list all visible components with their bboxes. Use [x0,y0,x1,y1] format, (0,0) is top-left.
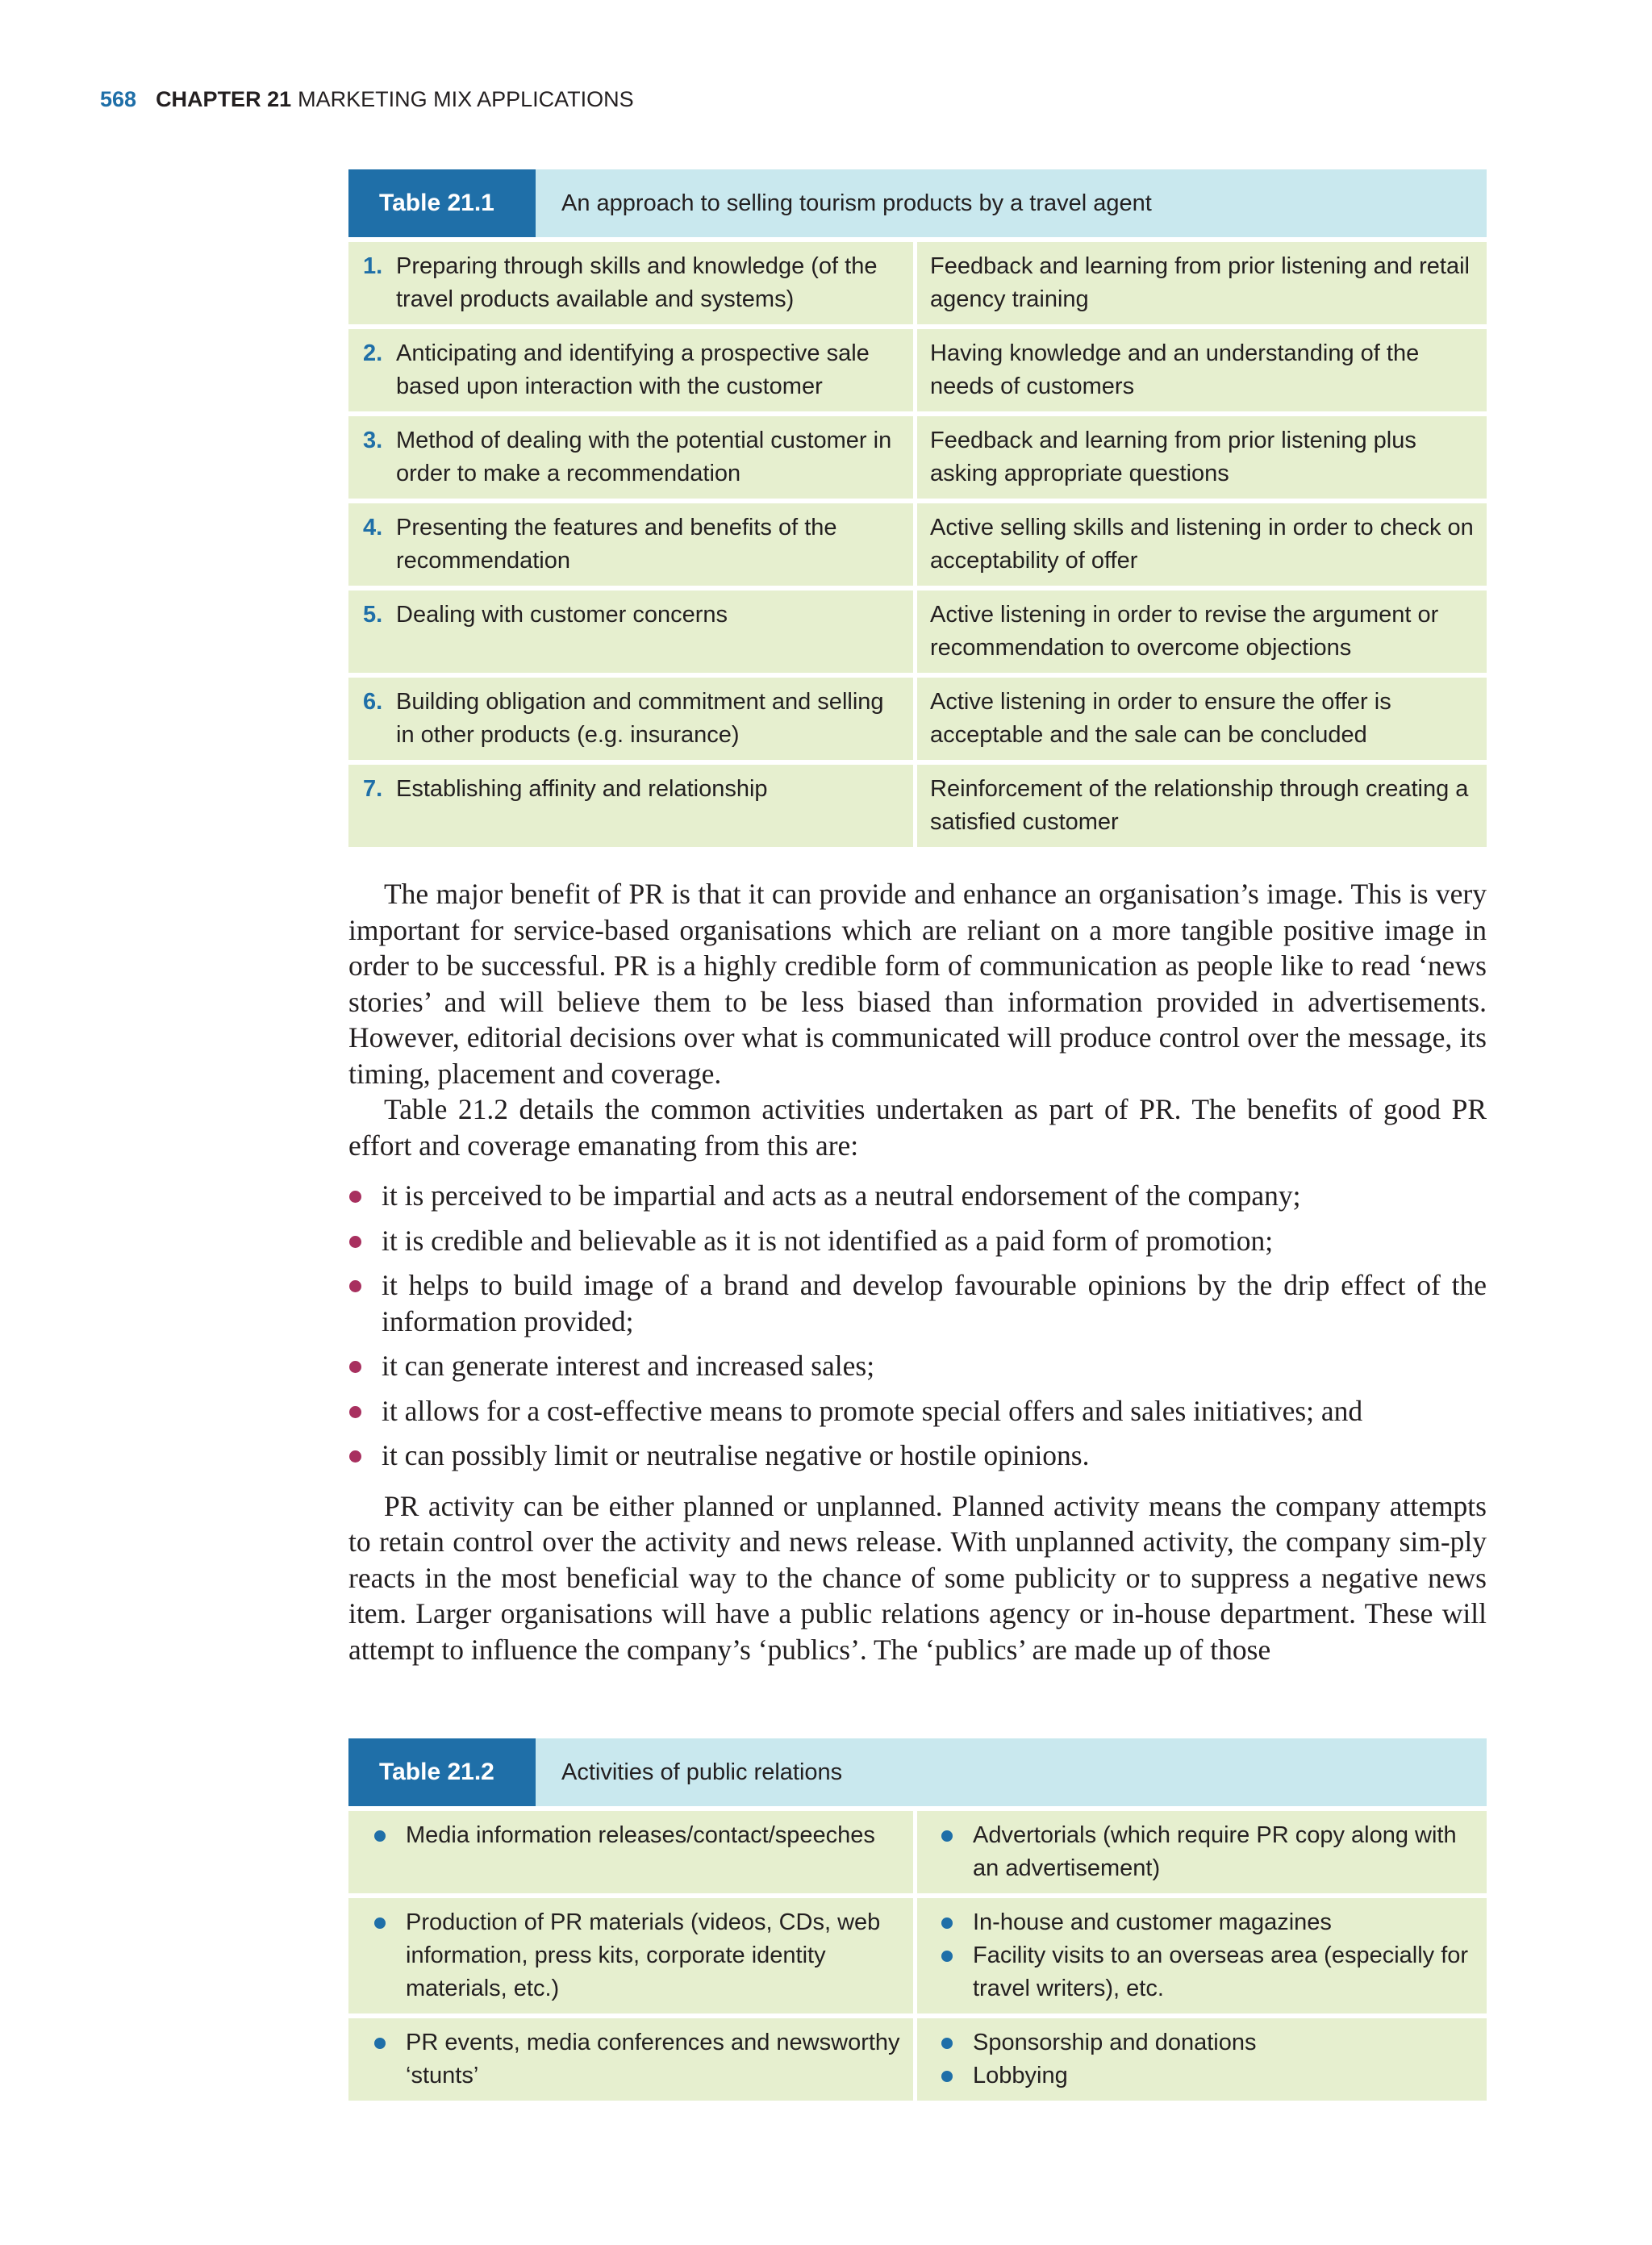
bullet-icon [349,1280,361,1292]
list-item-text: it helps to build image of a brand and develop favourable opinions by the drip effect of the information provided; [382,1269,1487,1337]
list-item [348,1178,1487,1214]
step-number: 2. [363,340,383,366]
table-cell [917,2018,1487,2101]
table-cell: Active selling skills and listening in order to check on acceptability of offer [917,503,1487,586]
table-cell [917,1811,1487,1893]
chapter-label: CHAPTER 21 [156,87,292,111]
list-item-text: it allows for a cost-effective means to promote special offers and sales initiatives; and [382,1394,1363,1427]
table-label: Table 21.1 [348,169,536,237]
table-21-1 [348,169,1487,847]
step-number: 6. [363,689,383,715]
bullet-icon [941,1917,953,1929]
table-caption: An approach to selling tourism products by a travel agent [536,169,1487,237]
table-row [348,503,1487,586]
step-description: Dealing with customer concerns [396,602,728,628]
table-cell [348,765,913,847]
bullet-icon [349,1406,361,1418]
table-row [348,242,1487,324]
step-number: 5. [363,602,383,628]
bullet-icon [374,1830,386,1842]
bullet-icon [349,1450,361,1463]
list-item-text: In-house and customer magazines [973,1909,1332,1935]
table-cell [348,329,913,411]
body-text [348,876,1487,1667]
table-cell [917,1898,1487,2013]
table-row [348,329,1487,411]
table-row [348,765,1487,847]
list-item-text: it can possibly limit or neutralise negative or hostile opinions. [382,1439,1090,1471]
table-row [348,678,1487,760]
table-header [348,1738,1487,1806]
list-item-text: Media information releases/contact/speeches [406,1822,875,1848]
table-cell [348,1898,913,2013]
list-item [930,1906,1477,1939]
table-row [348,2018,1487,2101]
step-description: Method of dealing with the potential customer in order to make a recommendation [396,428,892,486]
table-header [348,169,1487,237]
step-description: Presenting the features and benefits of the recommendation [396,515,837,574]
bullet-icon [941,1830,953,1842]
table-cell: Active listening in order to revise the argument or recommendation to overcome objections [917,590,1487,673]
table-cell: Reinforcement of the relationship through creating a satisfied customer [917,765,1487,847]
table-cell [348,678,913,760]
step-description: Building obligation and commitment and selling in other products (e.g. insurance) [396,689,884,748]
running-head [100,87,634,112]
bullet-icon [941,2071,953,2082]
table-cell [348,1811,913,1893]
list-item [348,1438,1487,1474]
bullet-icon [349,1361,361,1373]
list-item [930,1939,1477,2005]
table-row [348,1811,1487,1893]
table-row [348,590,1487,673]
step-number: 7. [363,776,383,802]
list-item-text: Production of PR materials (videos, CDs, web information, press kits, corporate identity materials, etc.) [406,1909,881,2001]
bullet-icon [374,1917,386,1929]
list-item-text: Facility visits to an overseas area (especially for travel writers), etc. [973,1942,1469,2001]
paragraph: Table 21.2 details the common activities undertaken as part of PR. The benefits of good PR effort and coverage emanating from this are: [348,1093,1487,1162]
step-number: 4. [363,515,383,540]
chapter-title: MARKETING MIX APPLICATIONS [298,87,634,111]
table-cell [348,242,913,324]
table-cell [348,2018,913,2101]
list-item-text: PR events, media conferences and newsworthy ‘stunts’ [406,2030,900,2089]
table-cell: Feedback and learning from prior listening and retail agency training [917,242,1487,324]
list-item-text: Sponsorship and donations [973,2030,1257,2055]
list-item-text: it is perceived to be impartial and acts as a neutral endorsement of the company; [382,1179,1301,1212]
table-body [348,1811,1487,2101]
table-cell: Feedback and learning from prior listening plus asking appropriate questions [917,416,1487,499]
list-item-text: Advertorials (which require PR copy along with an advertisement) [973,1822,1457,1881]
list-item [348,1348,1487,1384]
bullet-icon [941,2038,953,2049]
table-cell: Active listening in order to ensure the offer is acceptable and the sale can be concluded [917,678,1487,760]
list-item [930,2059,1477,2093]
table-cell [348,416,913,499]
bullet-icon [374,2038,386,2049]
table-21-2 [348,1738,1487,2101]
paragraph: PR activity can be either planned or unplanned. Planned activity means the company attempts to retain control over the activity and news release. With unplanned activity, the company sim-ply reacts in the most beneficial way to the chance of some publicity or to suppress a negative news item. Larger organisations will have a public relations agency or in-house department. These will attempt to influence the company’s ‘publics’. The ‘publics’ are made up of those [348,1489,1487,1666]
step-number: 3. [363,428,383,453]
list-item [363,1819,903,1852]
page-number: 568 [100,87,137,111]
list-item [363,2026,903,2093]
table-row [348,1898,1487,2013]
list-item [363,1906,903,2005]
list-item [348,1393,1487,1429]
table-cell [348,503,913,586]
table-label: Table 21.2 [348,1738,536,1806]
table-cell [348,590,913,673]
list-item [348,1223,1487,1259]
list-item-text: Lobbying [973,2063,1068,2089]
list-item [930,2026,1477,2059]
step-description: Preparing through skills and knowledge (of the travel products available and systems) [396,253,878,312]
benefits-list [348,1178,1487,1474]
table-body [348,242,1487,847]
list-item-text: it is credible and believable as it is not identified as a paid form of promotion; [382,1224,1274,1257]
step-description: Establishing affinity and relationship [396,776,768,802]
bullet-icon [349,1236,361,1248]
table-row [348,416,1487,499]
bullet-icon [349,1191,361,1203]
bullet-icon [941,1951,953,1962]
step-number: 1. [363,253,383,279]
table-cell: Having knowledge and an understanding of the needs of customers [917,329,1487,411]
list-item [348,1267,1487,1339]
step-description: Anticipating and identifying a prospective sale based upon interaction with the customer [396,340,870,399]
paragraph: The major benefit of PR is that it can provide and enhance an organisation’s image. This is very important for service-based organisations which are reliant on a more tangible positive image in order to be successful. PR is a highly credible form of communication as people like to read ‘news stories’ and will believe them to be less biased than information provided in advertisements. However, editorial decisions over what is communicated will produce control over the message, its timing, placement and coverage. [348,878,1487,1090]
table-caption: Activities of public relations [536,1738,1487,1806]
list-item [930,1819,1477,1885]
list-item-text: it can generate interest and increased sales; [382,1350,875,1382]
